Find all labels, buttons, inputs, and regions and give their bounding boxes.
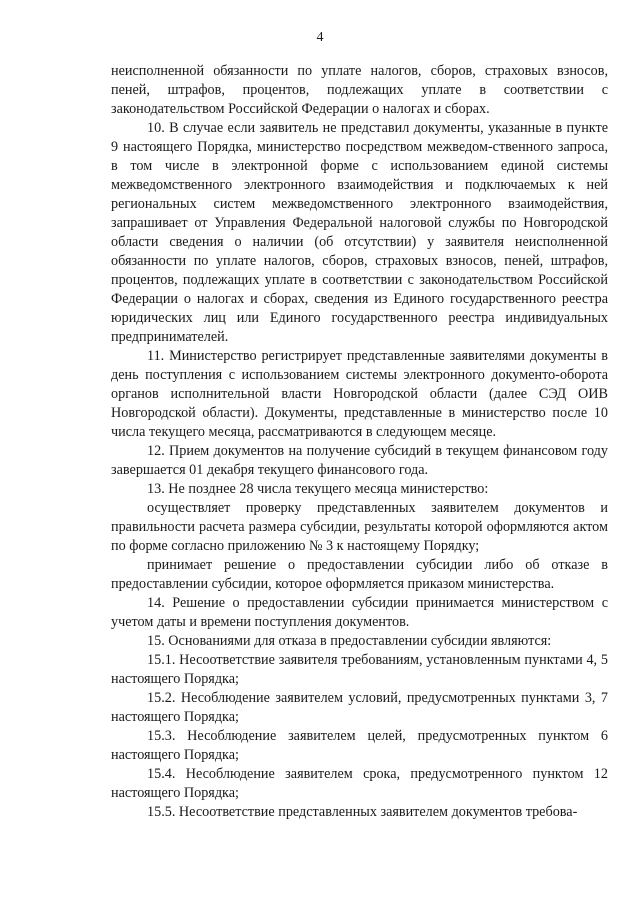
- document-body: [111, 62, 608, 822]
- paragraph-item-15-2: 15.2. Несоблюдение заявителем условий, предусмотренных пунктами 3, 7 настоящего Порядка;: [111, 690, 608, 725]
- paragraph-item-13: 13. Не позднее 28 числа текущего месяца министерство:: [147, 481, 489, 497]
- paragraph-item-15-4: 15.4. Несоблюдение заявителем срока, предусмотренного пунктом 12 настоящего Порядка;: [111, 766, 608, 801]
- paragraph-item-15-3: 15.3. Несоблюдение заявителем целей, предусмотренных пунктом 6 настоящего Порядка;: [111, 728, 608, 763]
- page-number: 4: [316, 30, 324, 45]
- paragraph-item-10: 10. В случае если заявитель не представил документы, указанные в пункте 9 настоящего Порядка, министерство посредством межведом-ственного запроса, в том числе в электронной форме с использованием единой системы межведомственного электронного взаимодействия и подключаемых к ней региональных систем межведомственного электронного взаимодействия, запрашивает от Управления Федеральной налоговой службы по Новгородской области сведения о наличии (об отсутствии) у заявителя неисполненной обязанности по уплате налогов, сборов, страховых взносов, пеней, штрафов, процентов, подлежащих уплате в соответствии с законодательством Российской Федерации о налогах и сборах, сведения из Единого государственного реестра юридических лиц или Единого государственного реестра индивидуальных предпринимателей.: [111, 120, 608, 345]
- paragraph-item-11: 11. Министерство регистрирует представленные заявителями документы в день поступления с использованием системы электронного документо-оборота органов исполнительной власти Новгородской области (далее СЭД ОИВ Новгородской области). Документы, представленные в министерство после 10 числа текущего месяца, рассматриваются в следующем месяце.: [111, 348, 608, 440]
- paragraph-item-15: 15. Основаниями для отказа в предоставлении субсидии являются:: [147, 633, 552, 649]
- paragraph-item-13-check: осуществляет проверку представленных заявителем документов и правильности расчета размера субсидии, результаты которой оформляются актом по форме согласно приложению № 3 к настоящему Порядку;: [111, 500, 608, 554]
- paragraph-item-14: 14. Решение о предоставлении субсидии принимается министерством с учетом даты и времени поступления документов.: [111, 595, 608, 630]
- paragraph-item-12: 12. Прием документов на получение субсидий в текущем финансовом году завершается 01 декабря текущего финансового года.: [111, 443, 608, 478]
- paragraph-continuation: неисполненной обязанности по уплате налогов, сборов, страховых взносов, пеней, штрафов, процентов, подлежащих уплате в соответствии с законодательством Российской Федерации о налогах и сборах.: [111, 63, 608, 117]
- paragraph-item-13-decision: принимает решение о предоставлении субсидии либо об отказе в предоставлении субсидии, которое оформляется приказом министерства.: [111, 557, 608, 592]
- paragraph-item-15-1: 15.1. Несоответствие заявителя требованиям, установленным пунктами 4, 5 настоящего Порядка;: [111, 652, 608, 687]
- paragraph-item-15-5: 15.5. Несоответствие представленных заявителем документов требова-: [147, 804, 578, 820]
